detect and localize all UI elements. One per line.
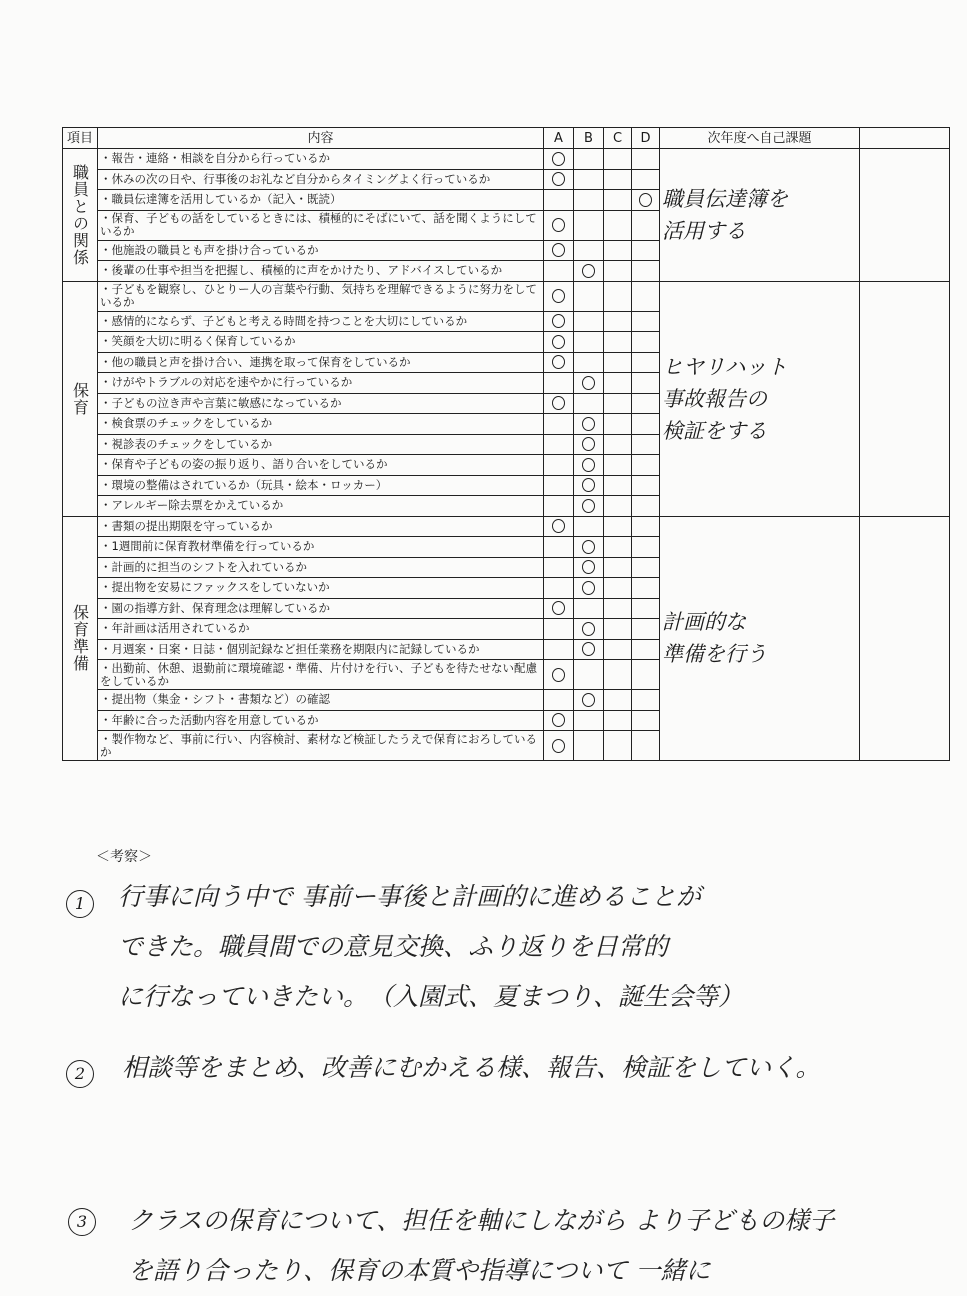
rating-cell-a [544,598,574,619]
rating-cell-c [604,475,632,496]
rating-cell-b [574,660,604,690]
rating-cell-d [632,578,660,599]
rating-cell-a [544,373,574,394]
rating-cell-d [632,619,660,640]
rating-cell-a [544,261,574,282]
rating-cell-b [574,149,604,170]
reflection-item-2 [122,1043,821,1093]
self-evaluation-table [62,127,950,761]
rating-cell-d [632,537,660,558]
rating-cell-a [544,393,574,414]
circle-mark-icon [582,693,595,707]
circle-mark-icon [552,519,565,533]
rating-cell-a [544,690,574,711]
extra-column-cell [860,281,950,516]
item-text: ・園の指導方針、保育理念は理解しているか [98,598,544,619]
rating-cell-d [632,190,660,211]
category-cell: 保育 [63,281,98,516]
rating-cell-d [632,455,660,476]
item-text: ・後輩の仕事や担当を把握し、積極的に声をかけたり、アドバイスしているか [98,261,544,282]
item-text: ・笑顔を大切に明るく保育しているか [98,332,544,353]
reflection-line: を語り合ったり、保育の本質や指導について 一緒に [128,1256,711,1285]
item-text: ・子どもを観察し、ひとりー人の言葉や行動、気持ちを理解できるように努力をしているか [98,281,544,311]
rating-cell-a [544,731,574,761]
rating-cell-b [574,210,604,240]
rating-cell-b [574,332,604,353]
circle-mark-icon [582,581,595,595]
header-content: 内容 [98,128,544,149]
rating-cell-a [544,169,574,190]
rating-cell-c [604,311,632,332]
rating-cell-c [604,190,632,211]
circle-mark-icon [552,218,565,232]
rating-cell-b [574,169,604,190]
circle-mark-icon [552,396,565,410]
rating-cell-d [632,731,660,761]
rating-cell-c [604,414,632,435]
table-row [63,281,950,311]
circle-mark-icon [552,289,565,303]
rating-cell-a [544,710,574,731]
circle-mark-icon [582,478,595,492]
item-text: ・感情的にならず、子どもと考える時間を持つことを大切にしているか [98,311,544,332]
rating-cell-a [544,516,574,537]
rating-cell-a [544,578,574,599]
reflection-number-1: 1 [66,890,94,918]
rating-cell-a [544,639,574,660]
rating-cell-d [632,210,660,240]
rating-cell-c [604,598,632,619]
rating-cell-c [604,731,632,761]
rating-cell-c [604,455,632,476]
item-text: ・書類の提出期限を守っているか [98,516,544,537]
rating-cell-a [544,496,574,517]
item-text: ・月週案・日案・日誌・個別記録など担任業務を期限内に記録しているか [98,639,544,660]
item-text: ・アレルギー除去票をかえているか [98,496,544,517]
rating-cell-b [574,373,604,394]
header-goal: 次年度へ自己課題 [660,128,860,149]
reflection-number-3: 3 [68,1208,96,1236]
rating-cell-c [604,240,632,261]
rating-cell-b [574,598,604,619]
next-year-goal: 職員伝達簿を 活用する [660,149,860,282]
item-text: ・製作物など、事前に行い、内容検討、素材など検証したうえで保育におろしているか [98,731,544,761]
rating-cell-c [604,578,632,599]
circle-mark-icon [582,622,595,636]
rating-cell-b [574,281,604,311]
rating-cell-d [632,598,660,619]
rating-cell-a [544,455,574,476]
table-row [63,149,950,170]
rating-cell-b [574,393,604,414]
rating-cell-c [604,149,632,170]
extra-column-cell [860,149,950,282]
item-text: ・年計画は活用されているか [98,619,544,640]
table-header-row [63,128,950,149]
rating-cell-b [574,710,604,731]
rating-cell-d [632,169,660,190]
rating-cell-a [544,619,574,640]
circle-mark-icon [639,193,652,207]
item-text: ・検食票のチェックをしているか [98,414,544,435]
rating-cell-d [632,434,660,455]
circle-mark-icon [552,355,565,369]
rating-cell-c [604,169,632,190]
circle-mark-icon [552,739,565,753]
rating-cell-d [632,639,660,660]
header-d: D [632,128,660,149]
rating-cell-c [604,639,632,660]
rating-cell-d [632,281,660,311]
circle-mark-icon [552,243,565,257]
circle-mark-icon [552,668,565,682]
circle-mark-icon [582,417,595,431]
rating-cell-c [604,710,632,731]
rating-cell-c [604,261,632,282]
header-c: C [604,128,632,149]
circle-mark-icon [582,376,595,390]
rating-cell-d [632,373,660,394]
rating-cell-a [544,240,574,261]
rating-cell-d [632,311,660,332]
extra-column-cell [860,516,950,761]
table-row [63,516,950,537]
rating-cell-d [632,149,660,170]
circle-mark-icon [582,264,595,278]
reflection-heading: ＜考察＞ [96,849,152,865]
rating-cell-d [632,352,660,373]
rating-cell-a [544,190,574,211]
header-extra [860,128,950,149]
rating-cell-a [544,434,574,455]
rating-cell-c [604,690,632,711]
reflection-number-2: 2 [66,1060,94,1088]
rating-cell-c [604,619,632,640]
item-text: ・提出物（集金・シフト・書類など）の確認 [98,690,544,711]
rating-cell-c [604,537,632,558]
rating-cell-a [544,210,574,240]
rating-cell-a [544,660,574,690]
rating-cell-c [604,373,632,394]
rating-cell-c [604,352,632,373]
rating-cell-b [574,537,604,558]
header-b: B [574,128,604,149]
rating-cell-a [544,281,574,311]
rating-cell-d [632,332,660,353]
circle-mark-icon [582,499,595,513]
circle-mark-icon [582,560,595,574]
rating-cell-d [632,660,660,690]
rating-cell-b [574,455,604,476]
rating-cell-a [544,475,574,496]
circle-mark-icon [582,458,595,472]
circle-mark-icon [552,314,565,328]
rating-cell-d [632,240,660,261]
rating-cell-c [604,332,632,353]
rating-cell-c [604,496,632,517]
rating-cell-b [574,190,604,211]
circle-mark-icon [582,642,595,656]
reflection-line: 相談等をまとめ、改善にむかえる様、報告、検証をしていく。 [122,1053,821,1082]
rating-cell-a [544,352,574,373]
item-text: ・休みの次の日や、行事後のお礼など自分からタイミングよく行っているか [98,169,544,190]
rating-cell-d [632,710,660,731]
evaluation-table-container [62,127,949,781]
rating-cell-c [604,393,632,414]
item-text: ・他施設の職員とも声を掛け合っているか [98,240,544,261]
rating-cell-a [544,557,574,578]
item-text: ・他の職員と声を掛け合い、連携を取って保育をしているか [98,352,544,373]
reflection-line: クラスの保育について、担任を軸にしながら より子どもの様子 [128,1206,835,1235]
circle-mark-icon [552,601,565,615]
item-text: ・職員伝達簿を活用しているか（記入・既読） [98,190,544,211]
rating-cell-b [574,557,604,578]
rating-cell-b [574,731,604,761]
rating-cell-b [574,475,604,496]
rating-cell-c [604,210,632,240]
rating-cell-b [574,619,604,640]
circle-mark-icon [552,335,565,349]
rating-cell-c [604,557,632,578]
rating-cell-c [604,434,632,455]
rating-cell-b [574,352,604,373]
item-text: ・1週間前に保育教材準備を行っているか [98,537,544,558]
circle-mark-icon [552,152,565,166]
rating-cell-d [632,516,660,537]
item-text: ・視診表のチェックをしているか [98,434,544,455]
item-text: ・けがやトラブルの対応を速やかに行っているか [98,373,544,394]
category-cell: 職員との関係 [63,149,98,282]
rating-cell-d [632,557,660,578]
circle-mark-icon [552,172,565,186]
rating-cell-d [632,261,660,282]
rating-cell-d [632,414,660,435]
circle-mark-icon [582,437,595,451]
reflection-item-1 [118,872,743,1022]
rating-cell-b [574,690,604,711]
rating-cell-b [574,516,604,537]
item-text: ・計画的に担当のシフトを入れているか [98,557,544,578]
item-text: ・報告・連絡・相談を自分から行っているか [98,149,544,170]
rating-cell-b [574,240,604,261]
header-category: 項目 [63,128,98,149]
rating-cell-b [574,311,604,332]
item-text: ・子どもの泣き声や言葉に敏感になっているか [98,393,544,414]
item-text: ・出勤前、休憩、退勤前に環境確認・準備、片付けを行い、子どもを待たせない配慮をしているか [98,660,544,690]
circle-mark-icon [582,540,595,554]
reflection-line: できた。職員間での意見交換、ふり返りを日常的 [118,932,669,961]
item-text: ・提出物を安易にファックスをしていないか [98,578,544,599]
rating-cell-d [632,690,660,711]
item-text: ・環境の整備はされているか（玩具・絵本・ロッカー） [98,475,544,496]
rating-cell-b [574,261,604,282]
rating-cell-a [544,149,574,170]
next-year-goal: ヒヤリハット 事故報告の 検証をする [660,281,860,516]
rating-cell-d [632,496,660,517]
next-year-goal: 計画的な 準備を行う [660,516,860,761]
rating-cell-a [544,311,574,332]
item-text: ・保育や子どもの姿の振り返り、語り合いをしているか [98,455,544,476]
rating-cell-a [544,332,574,353]
rating-cell-a [544,537,574,558]
rating-cell-d [632,475,660,496]
item-text: ・年齢に合った活動内容を用意しているか [98,710,544,731]
rating-cell-c [604,660,632,690]
category-cell: 保育準備 [63,516,98,761]
rating-cell-b [574,639,604,660]
rating-cell-a [544,414,574,435]
header-a: A [544,128,574,149]
rating-cell-b [574,496,604,517]
reflection-line: に行なっていきたい。 （入園式、夏まつり、誕生会等） [118,982,744,1011]
rating-cell-b [574,578,604,599]
rating-cell-d [632,393,660,414]
rating-cell-b [574,434,604,455]
rating-cell-c [604,281,632,311]
item-text: ・保育、子どもの話をしているときには、積極的にそばにいて、話を聞くようにしているか [98,210,544,240]
reflection-line: 行事に向う中で 事前ー事後と計画的に進めることが [118,882,701,911]
reflection-item-3 [128,1196,834,1296]
rating-cell-c [604,516,632,537]
circle-mark-icon [552,713,565,727]
rating-cell-b [574,414,604,435]
